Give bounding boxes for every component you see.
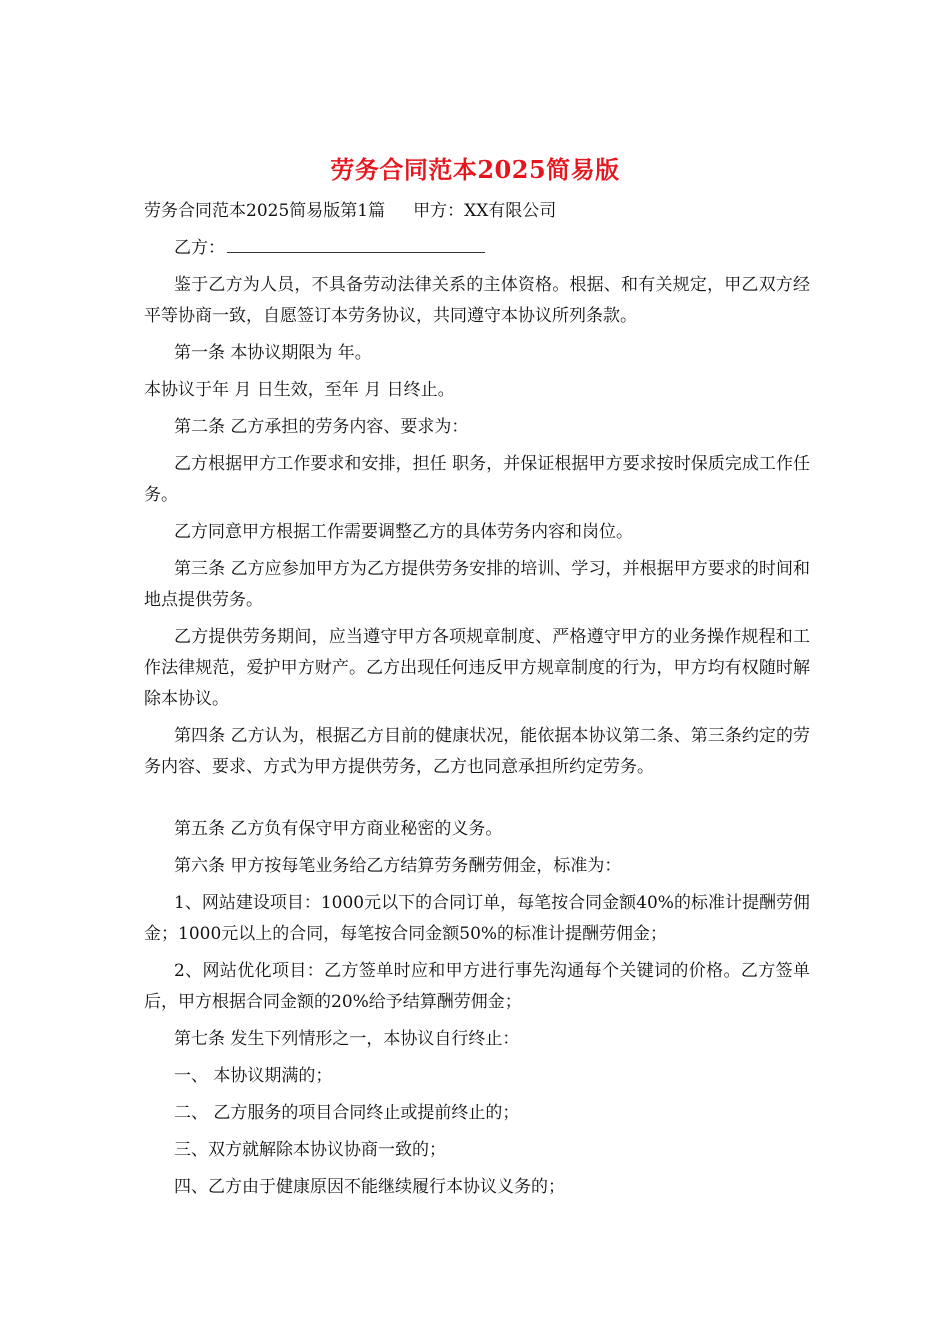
paragraph-duties: 乙方根据甲方工作要求和安排，担任 职务，并保证根据甲方要求按时保质完成工作任务。 bbox=[144, 454, 810, 505]
article-heading: 劳务合同范本2025简易版第1篇 bbox=[144, 201, 386, 221]
paragraph-item-website-seo: 2、网站优化项目：乙方签单时应和甲方进行事先沟通每个关键词的价格。乙方签单后，甲方根据合同金额的20%给予结算酬劳佣金； bbox=[144, 961, 810, 1012]
list-item-termination-1: 一、 本协议期满的； bbox=[174, 1066, 333, 1086]
paragraph-article-7: 第七条 发生下列情形之一，本协议自行终止： bbox=[174, 1029, 520, 1049]
list-item-termination-2: 二、 乙方服务的项目合同终止或提前终止的； bbox=[174, 1103, 520, 1123]
party-a-label: 甲方：XX有限公司 bbox=[413, 201, 557, 221]
header-line bbox=[144, 196, 810, 227]
document-body bbox=[144, 196, 810, 1209]
paragraph-term-dates: 本协议于年 月 日生效，至年 月 日终止。 bbox=[144, 380, 455, 400]
paragraph-rules: 乙方提供劳务期间，应当遵守甲方各项规章制度、严格遵守甲方的业务操作规程和工作法律规范，爱护甲方财产。乙方出现任何违反甲方规章制度的行为，甲方均有权随时解除本协议。 bbox=[144, 627, 810, 709]
paragraph-article-2: 第二条 乙方承担的劳务内容、要求为： bbox=[174, 417, 469, 437]
paragraph-article-5: 第五条 乙方负有保守甲方商业秘密的义务。 bbox=[174, 819, 503, 839]
paragraph-article-1: 第一条 本协议期限为 年。 bbox=[174, 343, 372, 363]
paragraph-article-6: 第六条 甲方按每笔业务给乙方结算劳务酬劳佣金，标准为： bbox=[174, 856, 622, 876]
list-item-termination-3: 三、双方就解除本协议协商一致的； bbox=[174, 1140, 446, 1160]
document-title: 劳务合同范本2025简易版 bbox=[330, 155, 620, 184]
party-b-blank-line bbox=[227, 234, 485, 253]
paragraph-item-website-build: 1、网站建设项目：1000元以下的合同订单，每笔按合同金额40%的标准计提酬劳佣金；1000元以上的合同，每笔按合同金额50%的标准计提酬劳佣金； bbox=[144, 893, 810, 944]
list-item-termination-4: 四、乙方由于健康原因不能继续履行本协议义务的； bbox=[174, 1177, 565, 1197]
paragraph-adjustment: 乙方同意甲方根据工作需要调整乙方的具体劳务内容和岗位。 bbox=[174, 522, 633, 542]
party-b-line bbox=[144, 233, 810, 264]
paragraph-preamble: 鉴于乙方为人员，不具备劳动法律关系的主体资格。根据、和有关规定，甲乙双方经平等协商一致，自愿签订本劳务协议，共同遵守本协议所列条款。 bbox=[144, 275, 810, 326]
paragraph-article-4: 第四条 乙方认为，根据乙方目前的健康状况，能依据本协议第二条、第三条约定的劳务内容、要求、方式为甲方提供劳务，乙方也同意承担所约定劳务。 bbox=[144, 726, 810, 777]
party-b-label: 乙方： bbox=[174, 238, 225, 258]
paragraph-article-3: 第三条 乙方应参加甲方为乙方提供劳务安排的培训、学习，并根据甲方要求的时间和地点提供劳务。 bbox=[144, 559, 810, 610]
